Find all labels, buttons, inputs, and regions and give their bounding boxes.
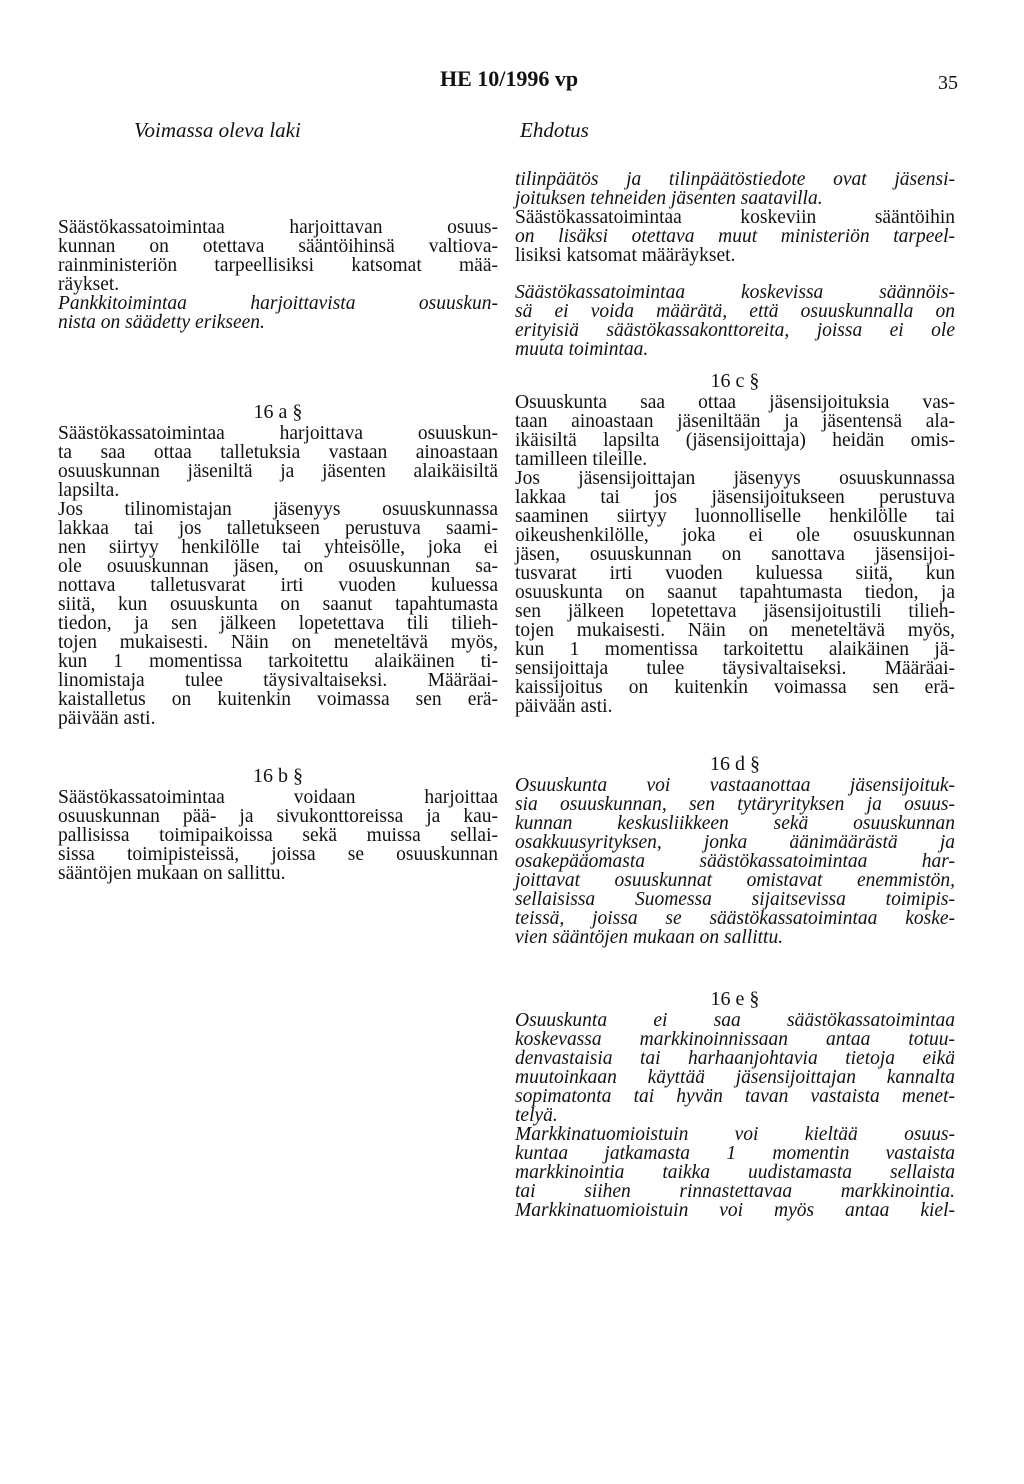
section-heading-16c: 16 c § <box>710 370 760 392</box>
text-line: kun 1 momentissa tarkoitettu alaikäinen ti- <box>58 651 498 672</box>
text-line: sissa toimipisteissä, joissa se osuuskunnan <box>58 844 498 865</box>
text-line: jäsen, osuuskunnan on sanottava jäsensijoi- <box>515 544 955 565</box>
text-line: ole osuuskunnan jäsen, on osuuskunnan sa- <box>58 556 498 577</box>
page-header-doc-id: HE 10/1996 vp <box>440 66 579 91</box>
text-line: Osuuskunta voi vastaanottaa jäsensijoituk- <box>515 775 955 796</box>
text-line: oikeushenkilölle, joka ei ole osuuskunnan <box>515 525 955 546</box>
text-line: nen siirtyy henkilölle tai yhteisölle, joka ei <box>58 537 498 558</box>
text-line: Jos jäsensijoittajan jäsenyys osuuskunnassa <box>515 468 955 489</box>
text-line: sellaisissa Suomessa sijaitsevissa toimipis- <box>515 889 955 910</box>
right-paragraph-7 <box>515 1011 955 1125</box>
text-line: sia osuuskunnan, sen tytäryrityksen ja osuus- <box>515 794 955 815</box>
text-line: Markkinatuomioistuin voi myös antaa kiel- <box>515 1200 955 1221</box>
right-paragraph-8 <box>515 1125 955 1220</box>
section-heading-16e: 16 e § <box>710 988 760 1010</box>
text-line: saaminen siirtyy luonnolliselle henkilölle tai <box>515 506 955 527</box>
text-line: lakkaa tai jos talletukseen perustuva saami- <box>58 518 498 539</box>
text-line: pallisissa toimipaikoissa sekä muissa sellai- <box>58 825 498 846</box>
text-line: päivään asti. <box>515 696 613 717</box>
text-line: muuta toimintaa. <box>515 339 649 360</box>
text-line: sä ei voida määrätä, että osuuskunnalla on <box>515 301 955 322</box>
right-paragraph-3 <box>515 283 955 359</box>
text-line: Säästökassatoimintaa koskeviin sääntöihin <box>515 207 955 228</box>
text-line: sen jälkeen lopetettava jäsensijoitustili tilieh- <box>515 601 955 622</box>
page-number: 35 <box>938 72 958 94</box>
text-line: sääntöjen mukaan on sallittu. <box>58 863 286 884</box>
text-line: lakkaa tai jos jäsensijoitukseen perustuva <box>515 487 955 508</box>
section-heading-16b: 16 b § <box>253 765 303 787</box>
text-line: osuuskunnan pää- ja sivukonttoreissa ja kau- <box>58 806 498 827</box>
text-line: koskevassa markkinoinnissaan antaa totuu- <box>515 1029 955 1050</box>
text-line: tilinpäätös ja tilinpäätöstiedote ovat jäsensi- <box>515 169 955 190</box>
left-paragraph-3 <box>58 500 498 728</box>
text-line: linomistaja tulee täysivaltaiseksi. Määräai- <box>58 670 498 691</box>
left-column <box>58 170 498 883</box>
text-line: kunnan keskusliikkeen sekä osuuskunnan <box>515 813 955 834</box>
right-paragraph-4 <box>515 393 955 469</box>
text-line: ikäisiltä lapsilta (jäsensijoittaja) heidän omis- <box>515 430 955 451</box>
right-paragraph-2 <box>515 208 955 265</box>
text-line: kaistalletus on kuitenkin voimassa sen erä- <box>58 689 498 710</box>
text-line: taan ainoastaan jäseniltään ja jäsentensä ala- <box>515 411 955 432</box>
text-line: Säästökassatoimintaa harjoittavan osuus- <box>58 217 498 238</box>
text-line: sensijoittaja tulee täysivaltaiseksi. Määräai- <box>515 658 955 679</box>
text-line: lapsilta. <box>58 480 120 501</box>
text-line: osakkuusyrityksen, jonka äänimäärästä ja <box>515 832 955 853</box>
text-line: osuuskunnan jäseniltä ja jäsenten alaikäisiltä <box>58 461 498 482</box>
text-line: Osuuskunta ei saa säästökassatoimintaa <box>515 1010 955 1031</box>
left-paragraph-4 <box>58 788 498 883</box>
text-line: vien sääntöjen mukaan on sallittu. <box>515 927 784 948</box>
text-line: osakepääomasta säästökassatoimintaa har- <box>515 851 955 872</box>
text-line: kaissijoitus on kuitenkin voimassa sen erä- <box>515 677 955 698</box>
right-column <box>515 170 955 1220</box>
text-line: joittavat osuuskunnat omistavat enemmistön, <box>515 870 955 891</box>
text-line: tiedon, ja sen jälkeen lopetettava tili tilieh- <box>58 613 498 634</box>
text-line: räykset. <box>58 274 120 295</box>
text-line: tamilleen tileille. <box>515 449 648 470</box>
text-line: kun 1 momentissa tarkoitettu alaikäinen jä- <box>515 639 955 660</box>
text-line: sopimatonta tai hyvän tavan vastaista menet- <box>515 1086 955 1107</box>
text-line: siitä, kun osuuskunta on saanut tapahtumasta <box>58 594 498 615</box>
text-line: muutoinkaan käyttää jäsensijoittajan kannalta <box>515 1067 955 1088</box>
left-paragraph-1-italic <box>58 294 498 332</box>
text-line: osuuskunta on saanut tapahtumasta tiedon, ja <box>515 582 955 603</box>
text-line: Säästökassatoimintaa koskevissa säännöis- <box>515 282 955 303</box>
text-line: ta saa ottaa talletuksia vastaan ainoastaan <box>58 442 498 463</box>
text-line: kunnan on otettava sääntöihinsä valtiova- <box>58 236 498 257</box>
text-line: Pankkitoimintaa harjoittavista osuuskun- <box>58 293 498 314</box>
left-paragraph-2 <box>58 424 498 500</box>
text-line: rainministeriön tarpeellisiksi katsomat mää- <box>58 255 498 276</box>
text-line: kuntaa jatkamasta 1 momentin vastaista <box>515 1143 955 1164</box>
right-paragraph-5 <box>515 469 955 716</box>
text-line: lisiksi katsomat määräykset. <box>515 245 736 266</box>
text-line: teissä, joissa se säästökassatoimintaa koske- <box>515 908 955 929</box>
text-line: nottava talletusvarat irti vuoden kuluessa <box>58 575 498 596</box>
text-line: Osuuskunta saa ottaa jäsensijoituksia vas- <box>515 392 955 413</box>
left-paragraph-1 <box>58 218 498 294</box>
section-heading-16a: 16 a § <box>253 401 303 423</box>
text-line: markkinointia taikka uudistamasta sellaista <box>515 1162 955 1183</box>
left-column-title: Voimassa oleva laki <box>134 118 301 142</box>
text-line: Markkinatuomioistuin voi kieltää osuus- <box>515 1124 955 1145</box>
right-paragraph-6 <box>515 776 955 947</box>
right-column-title: Ehdotus <box>520 118 589 142</box>
text-line: Säästökassatoimintaa voidaan harjoittaa <box>58 787 498 808</box>
text-line: on lisäksi otettava muut ministeriön tarpeel- <box>515 226 955 247</box>
text-line: tojen mukaisesti. Näin on meneteltävä myös, <box>58 632 498 653</box>
text-line: joituksen tehneiden jäsenten saatavilla. <box>515 188 823 209</box>
text-line: tai siihen rinnastettavaa markkinointia. <box>515 1181 955 1202</box>
right-paragraph-1 <box>515 170 955 208</box>
text-line: päivään asti. <box>58 708 156 729</box>
text-line: erityisiä säästökassakonttoreita, joissa ei ole <box>515 320 955 341</box>
text-line: nista on säädetty erikseen. <box>58 312 265 333</box>
text-line: tojen mukaisesti. Näin on meneteltävä myös, <box>515 620 955 641</box>
text-line: telyä. <box>515 1105 558 1126</box>
text-line: Jos tilinomistajan jäsenyys osuuskunnassa <box>58 499 498 520</box>
text-line: denvastaisia tai harhaanjohtavia tietoja eikä <box>515 1048 955 1069</box>
section-heading-16d: 16 d § <box>710 753 760 775</box>
text-line: tusvarat irti vuoden kuluessa siitä, kun <box>515 563 955 584</box>
text-line: Säästökassatoimintaa harjoittava osuuskun- <box>58 423 498 444</box>
